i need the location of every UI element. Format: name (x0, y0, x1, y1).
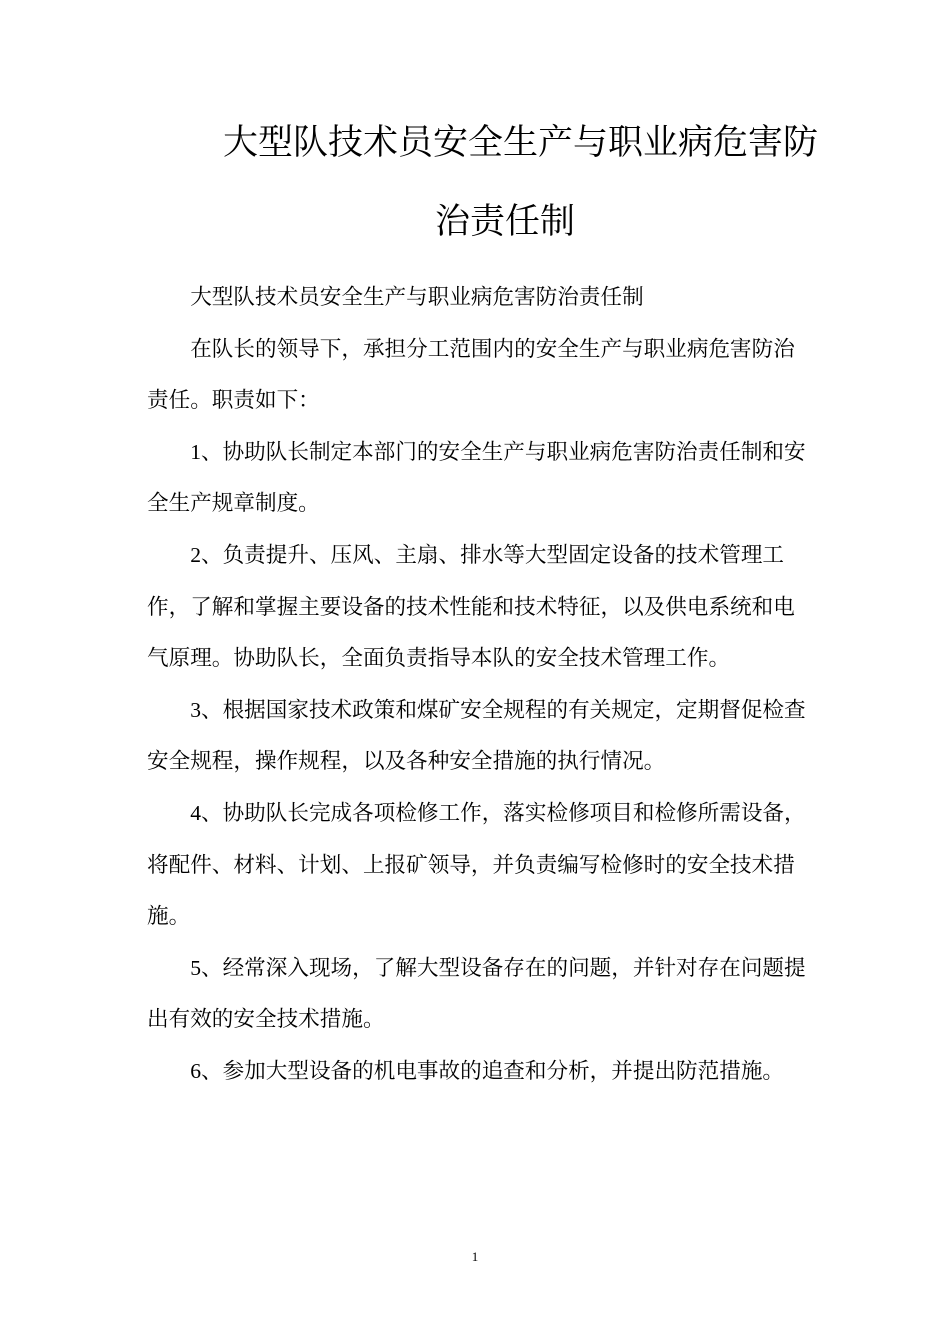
duty-item-number: 6 (190, 1058, 201, 1083)
duty-item-2 (147, 530, 807, 685)
duty-item-number: 1 (190, 439, 201, 464)
document-title-line-1: 大型队技术员安全生产与职业病危害防 (223, 123, 819, 163)
duty-item-text: 、负责提升、压风、主扇、排水等大型固定设备的技术管理工作，了解和掌握主要设备的技术性能和技术特征，以及供电系统和电气原理。协助队长，全面负责指导本队的安全技术管理工作。 (147, 542, 795, 672)
duty-item-text: 、经常深入现场，了解大型设备存在的问题，并针对存在问题提出有效的安全技术措施。 (147, 955, 806, 1033)
intro-paragraph: 在队长的领导下，承担分工范围内的安全生产与职业病危害防治责任。职责如下： (147, 336, 795, 414)
page-number: 1 (471, 1249, 479, 1264)
duty-item-text: 、协助队长完成各项检修工作，落实检修项目和检修所需设备，将配件、材料、计划、上报矿领导，并负责编写检修时的安全技术措施。 (147, 800, 806, 930)
duty-item-4 (147, 788, 807, 943)
duty-item-number: 3 (190, 697, 201, 722)
duty-item-text: 、根据国家技术政策和煤矿安全规程的有关规定，定期督促检查安全规程，操作规程，以及各种安全措施的执行情况。 (147, 697, 806, 775)
document-body (147, 272, 807, 1098)
document-title-line-2: 治责任制 (434, 202, 575, 242)
duty-item-5 (147, 943, 807, 1046)
duty-item-number: 2 (190, 542, 201, 567)
duty-item-3 (147, 685, 807, 788)
duty-item-text: 、参加大型设备的机电事故的追查和分析，并提出防范措施。 (200, 1058, 785, 1084)
duty-item-6 (147, 1046, 807, 1098)
duty-item-1 (147, 427, 807, 530)
duty-item-number: 4 (190, 800, 201, 825)
duty-item-text: 、协助队长制定本部门的安全生产与职业病危害防治责任制和安全生产规章制度。 (147, 439, 806, 517)
document-subtitle: 大型队技术员安全生产与职业病危害防治责任制 (190, 285, 644, 310)
duty-item-number: 5 (190, 955, 201, 980)
